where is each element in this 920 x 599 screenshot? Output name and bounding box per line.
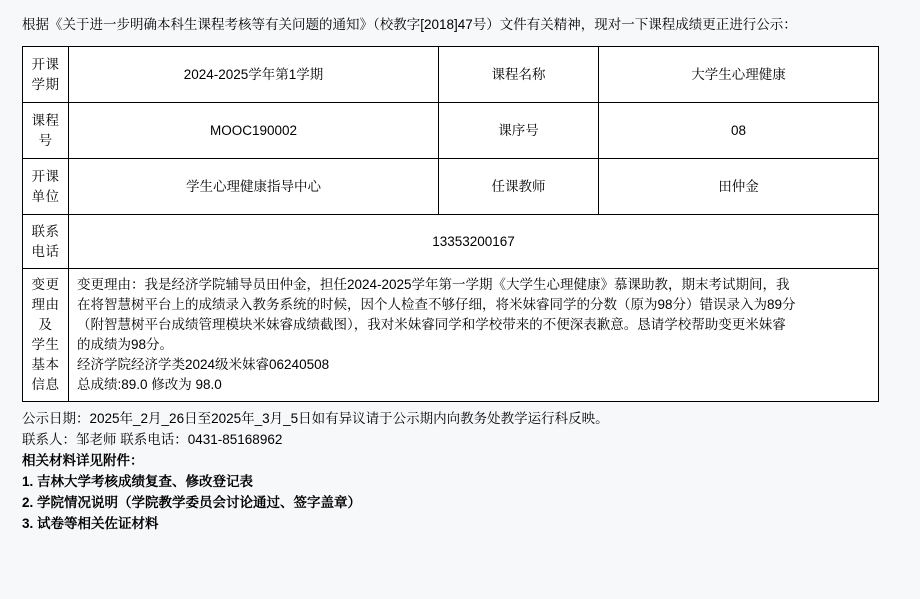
intro-paragraph: 根据《关于进一步明确本科生课程考核等有关问题的通知》（校教字[2018]47号）文件有关精神，现对一下课程成绩更正进行公示： xyxy=(22,17,797,32)
score-info: 总成绩:89.0 修改为 98.0 xyxy=(77,377,222,392)
row-label-section-no: 课序号 xyxy=(439,103,599,159)
table-row xyxy=(23,159,879,215)
table-row xyxy=(23,215,879,269)
reason-line-3: （附智慧树平台成绩管理模块米妹睿成绩截图），我对米妹睿同学和学校带来的不便深表歉意。恳请学校帮助变更米妹睿 xyxy=(77,317,786,332)
table-row xyxy=(23,103,879,159)
student-info: 经济学院经济学类2024级米妹睿06240508 xyxy=(77,357,330,372)
teacher-value: 田仲金 xyxy=(599,159,879,215)
footer-section xyxy=(22,408,898,534)
publish-date: 公示日期：2025年_2月_26日至2025年_3月_5日如有异议请于公示期内向教务处教学运行科反映。 xyxy=(22,411,609,426)
table-row xyxy=(23,269,879,402)
reason-line-1: 变更理由：我是经济学院辅导员田仲金，担任2024-2025学年第一学期《大学生心理健康》慕课助教，期末考试期间，我 xyxy=(77,277,790,292)
phone-value: 13353200167 xyxy=(69,215,879,269)
reason-line-4: 的成绩为98分。 xyxy=(77,337,174,352)
reason-cell xyxy=(69,269,879,402)
row-label-course-name: 课程名称 xyxy=(439,47,599,103)
materials-title: 相关材料详见附件： xyxy=(22,453,144,468)
term-value: 2024-2025学年第1学期 xyxy=(69,47,439,103)
row-label-course-no: 课程 号 xyxy=(23,103,69,159)
course-no-value: MOOC190002 xyxy=(69,103,439,159)
grade-correction-table xyxy=(22,46,879,402)
section-no-value: 08 xyxy=(599,103,879,159)
row-label-department: 开课 单位 xyxy=(23,159,69,215)
row-label-phone: 联系 电话 xyxy=(23,215,69,269)
department-value: 学生心理健康指导中心 xyxy=(69,159,439,215)
row-label-term: 开课 学期 xyxy=(23,47,69,103)
table-row xyxy=(23,47,879,103)
contact-person: 联系人：邹老师 联系电话：0431-85168962 xyxy=(22,432,283,447)
reason-line-2: 在将智慧树平台上的成绩录入教务系统的时候，因个人检查不够仔细，将米妹睿同学的分数（原为98分）错误录入为89分 xyxy=(77,297,796,312)
material-item-3: 3. 试卷等相关佐证材料 xyxy=(22,516,159,531)
material-item-2: 2. 学院情况说明（学院教学委员会讨论通过、签字盖章） xyxy=(22,495,362,510)
course-name-value: 大学生心理健康 xyxy=(599,47,879,103)
row-label-teacher: 任课教师 xyxy=(439,159,599,215)
row-label-reason: 变更 理由 及 学生 基本 信息 xyxy=(23,269,69,402)
material-item-1: 1. 吉林大学考核成绩复查、修改登记表 xyxy=(22,474,254,489)
